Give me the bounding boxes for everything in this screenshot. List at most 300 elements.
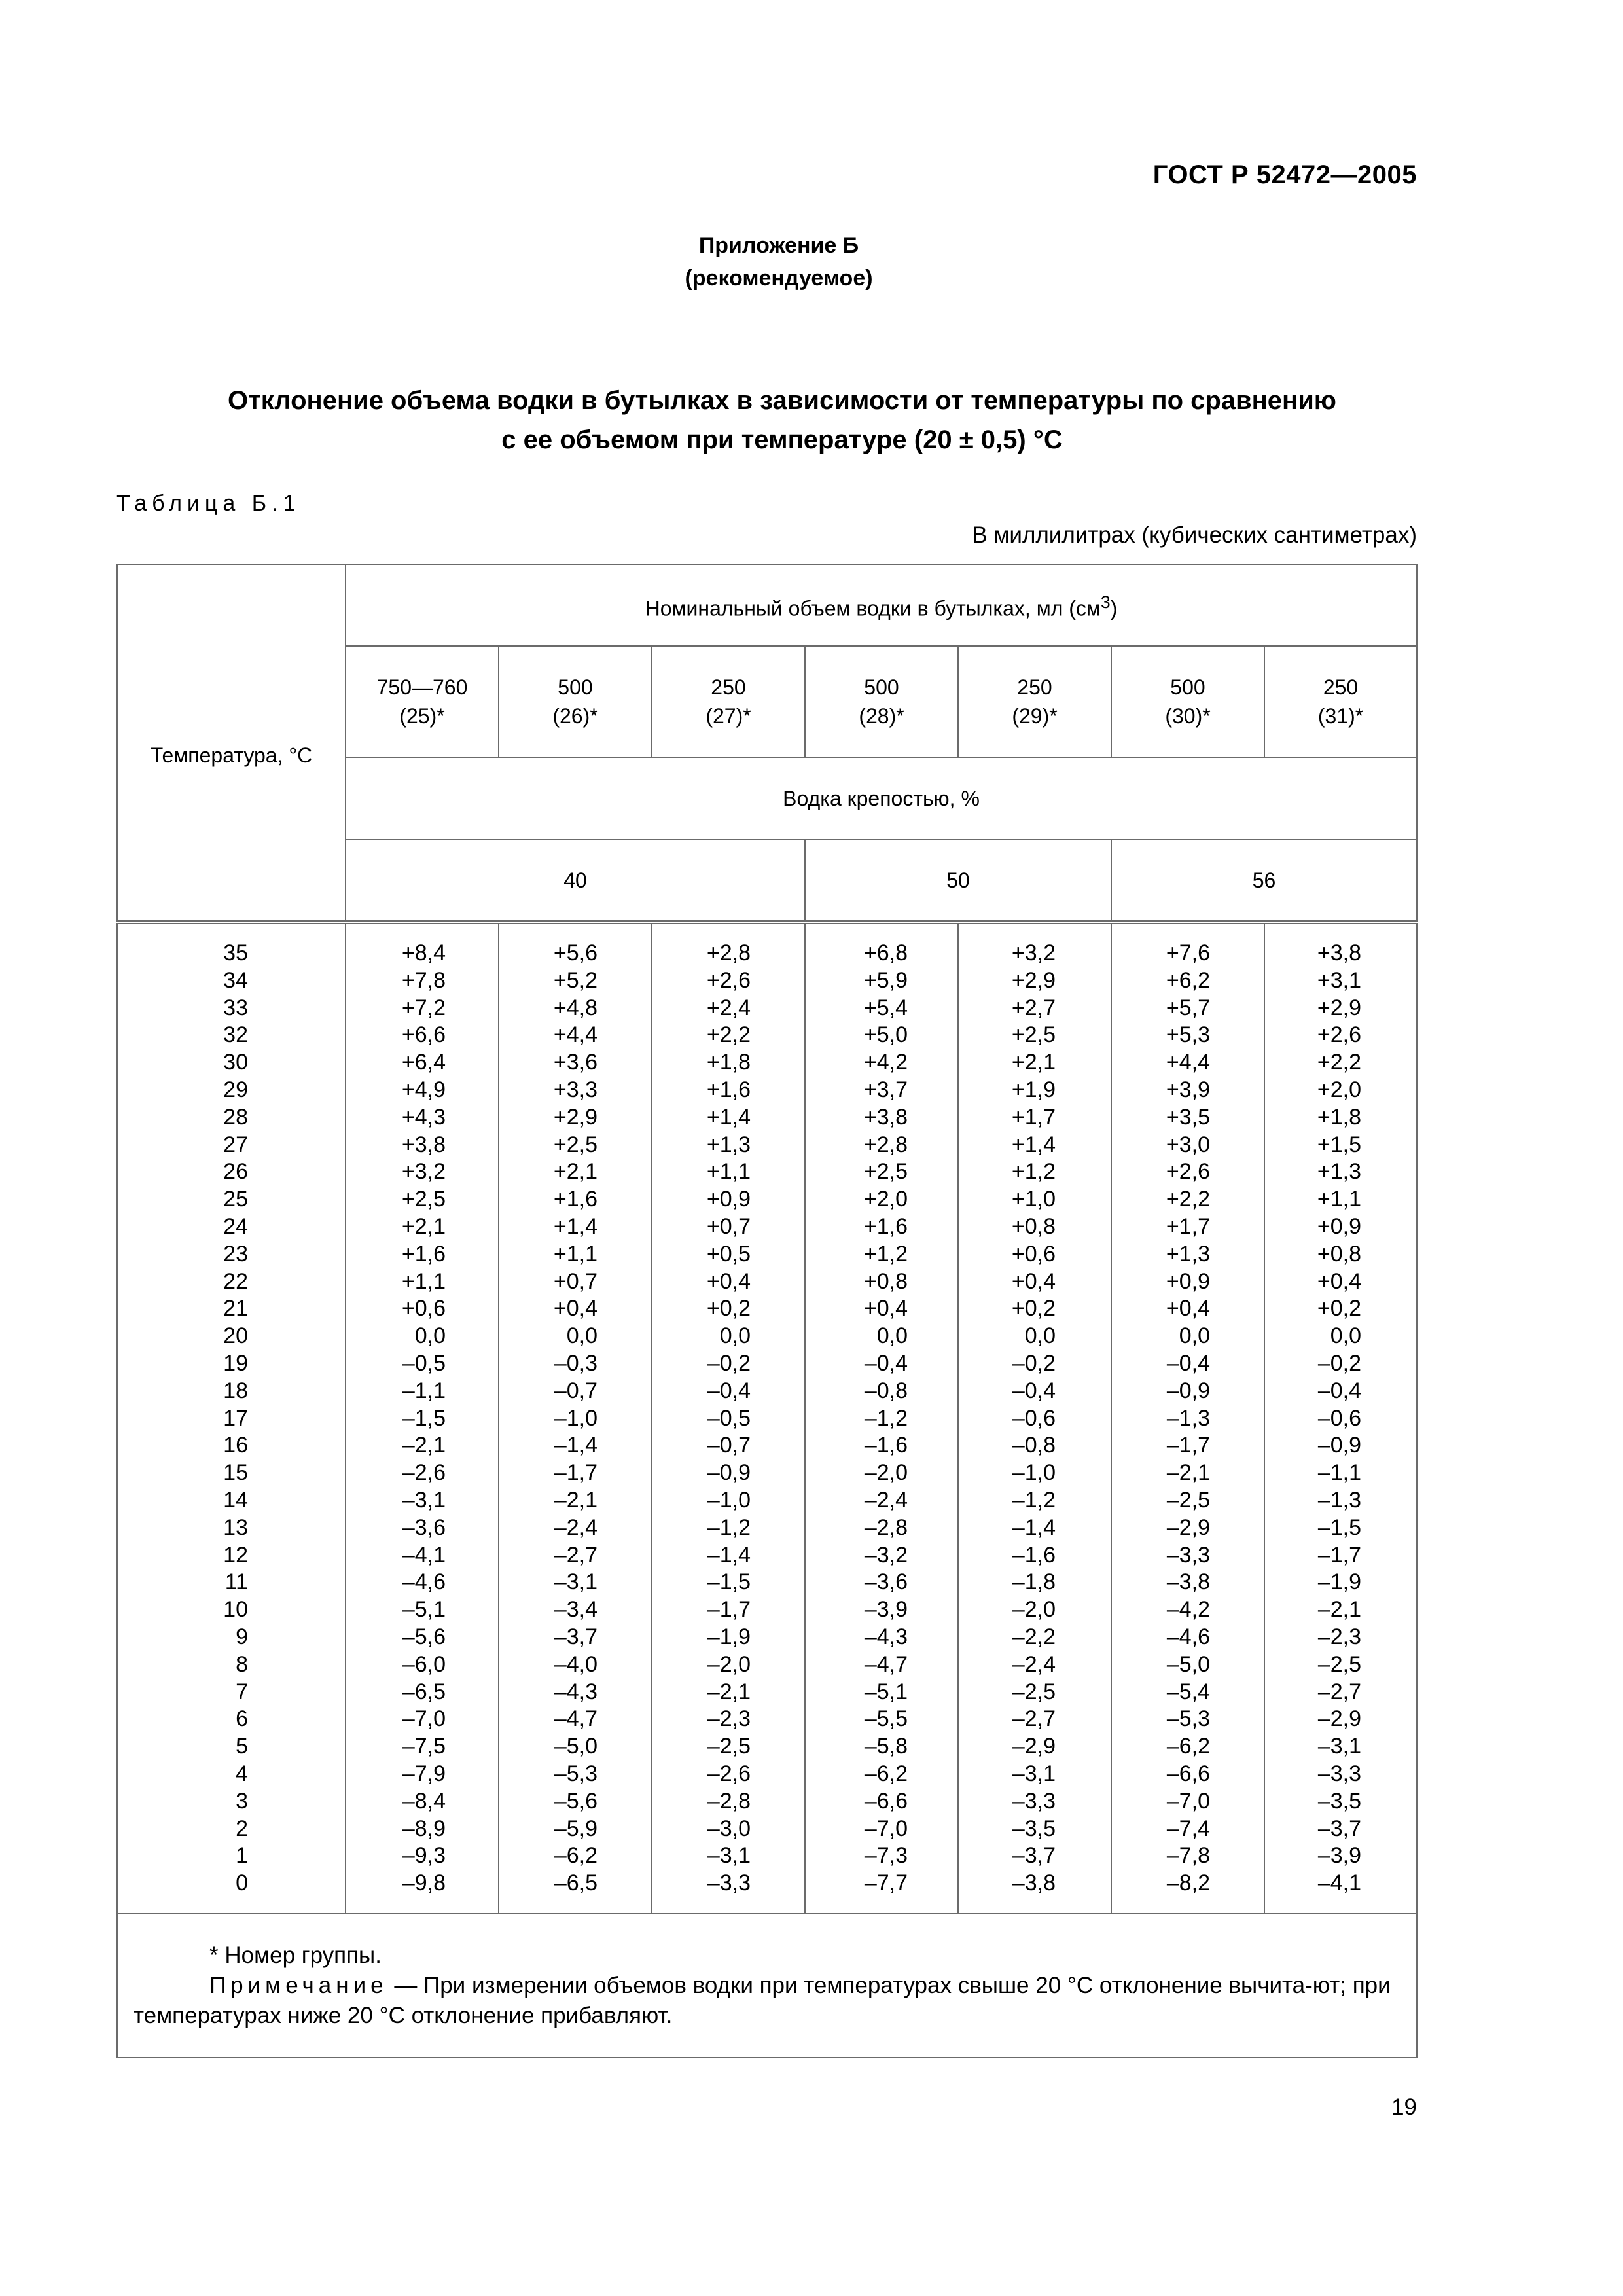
table-cell: 0,0 <box>414 1323 446 1349</box>
table-cell: –3,5 <box>1012 1816 1056 1841</box>
table-cell: +1,1 <box>401 1268 446 1294</box>
table-cell: +2,8 <box>706 941 751 965</box>
table-cell: –3,1 <box>1317 1734 1362 1759</box>
table-cell: –5,9 <box>554 1816 597 1841</box>
table-cell: +0,4 <box>706 1268 751 1294</box>
strength-40: 40 <box>346 840 805 922</box>
table-cell: –2,7 <box>1317 1679 1362 1704</box>
table-cell: 22 <box>223 1268 248 1294</box>
table-cell: –5,0 <box>554 1734 597 1759</box>
table-cell: +2,5 <box>401 1187 446 1212</box>
table-cell: –0,4 <box>1166 1350 1210 1376</box>
table-cell: +0,2 <box>706 1296 751 1321</box>
table-cell: 0,0 <box>719 1323 751 1349</box>
table-cell: 30 <box>223 1050 248 1075</box>
table-cell: +2,6 <box>1166 1159 1210 1185</box>
table-cell: –1,7 <box>707 1597 751 1623</box>
table-cell: +0,8 <box>1011 1213 1056 1239</box>
table-cell: –1,5 <box>402 1405 446 1431</box>
table-cell: 5 <box>236 1734 248 1759</box>
table-notes <box>117 1914 1417 2058</box>
table-cell: +3,5 <box>1166 1104 1210 1130</box>
unit-note: В миллилитрах (кубических сантиметрах) <box>972 522 1417 548</box>
column-header: 500 (26)* <box>499 646 652 757</box>
table-cell: –3,5 <box>1317 1788 1362 1814</box>
table-cell: –2,0 <box>1012 1597 1056 1623</box>
table-cell: +1,6 <box>553 1187 597 1212</box>
table-cell: –5,4 <box>1166 1679 1210 1704</box>
table-cell: 0 <box>236 1871 248 1896</box>
table-cell: +1,4 <box>706 1104 751 1130</box>
table-cell: +0,9 <box>706 1187 751 1212</box>
table-cell: 0,0 <box>1024 1323 1056 1349</box>
table-cell: –6,6 <box>864 1788 908 1814</box>
table-cell: +5,3 <box>1166 1022 1210 1048</box>
table-cell: +6,4 <box>401 1050 446 1075</box>
table-cell: –1,4 <box>554 1433 597 1458</box>
table-cell: 10 <box>223 1597 248 1623</box>
table-cell: 19 <box>223 1350 248 1376</box>
table-cell: –1,5 <box>1317 1515 1362 1540</box>
table-cell: 6 <box>236 1706 248 1732</box>
table-cell: +1,3 <box>706 1132 751 1157</box>
table-cell: +0,5 <box>706 1241 751 1266</box>
table-cell: 12 <box>223 1542 248 1568</box>
table-cell: 15 <box>223 1460 248 1486</box>
column-header: 250 (31)* <box>1264 646 1417 757</box>
table-cell: –1,7 <box>1317 1542 1362 1568</box>
table-cell: –1,2 <box>864 1405 908 1431</box>
table-cell: +2,9 <box>1317 995 1362 1020</box>
table-cell: –8,9 <box>402 1816 446 1841</box>
table-cell: –2,0 <box>707 1651 751 1677</box>
table-cell: –1,0 <box>707 1487 751 1513</box>
table-cell: +7,6 <box>1166 941 1210 965</box>
appendix-status: (рекомендуемое) <box>685 266 873 291</box>
table-cell: +3,2 <box>1011 941 1056 965</box>
table-cell: +1,4 <box>1011 1132 1056 1157</box>
table-cell: +1,2 <box>1011 1159 1056 1185</box>
table-cell: 28 <box>223 1104 248 1130</box>
table-cell: +2,2 <box>1166 1187 1210 1212</box>
table-cell: +3,9 <box>1166 1077 1210 1102</box>
table-cell: –0,7 <box>707 1433 751 1458</box>
table-cell: –3,1 <box>554 1570 597 1595</box>
table-cell: –1,6 <box>864 1433 908 1458</box>
table-cell: –7,0 <box>402 1706 446 1732</box>
table-cell: 23 <box>223 1241 248 1266</box>
table-cell: –3,6 <box>402 1515 446 1540</box>
table-cell: –2,6 <box>402 1460 446 1486</box>
table-cell: –3,3 <box>1166 1542 1210 1568</box>
table-cell: 0,0 <box>1179 1323 1210 1349</box>
table-cell: –1,1 <box>402 1378 446 1403</box>
table-cell: –9,3 <box>402 1843 446 1869</box>
table-cell: 29 <box>223 1077 248 1102</box>
table-cell: +0,4 <box>1317 1268 1362 1294</box>
table-cell: +1,5 <box>1317 1132 1362 1157</box>
table-cell: –0,4 <box>707 1378 751 1403</box>
table-cell: –7,0 <box>864 1816 908 1841</box>
table-cell: –0,9 <box>707 1460 751 1486</box>
table-cell: –4,6 <box>402 1570 446 1595</box>
table-cell: +5,9 <box>863 967 908 993</box>
table-cell: 2 <box>236 1816 248 1841</box>
appendix-heading <box>0 229 1558 295</box>
table-cell: –1,3 <box>1317 1487 1362 1513</box>
table-cell: +1,6 <box>706 1077 751 1102</box>
column-header: 250 (29)* <box>958 646 1111 757</box>
table-cell: +1,0 <box>1011 1187 1056 1212</box>
note <box>134 1971 1403 2031</box>
table-cell: –3,4 <box>554 1597 597 1623</box>
volume-header: Номинальный объем водки в бутылках, мл $(см^3)$ <box>346 565 1417 646</box>
table-cell: +0,8 <box>863 1268 908 1294</box>
table-cell: +3,0 <box>1166 1132 1210 1157</box>
footnote: * Номер группы. <box>209 1942 382 1968</box>
temperature-column <box>117 922 346 1914</box>
strength-header: Водка крепостью, % <box>346 757 1417 840</box>
table-cell: –1,2 <box>1012 1487 1056 1513</box>
table-cell: –3,3 <box>1012 1788 1056 1814</box>
table-cell: +2,4 <box>706 995 751 1020</box>
table-cell: +0,6 <box>1011 1241 1056 1266</box>
table-cell: –5,1 <box>402 1597 446 1623</box>
table-cell: –2,1 <box>402 1433 446 1458</box>
table-cell: +0,7 <box>706 1213 751 1239</box>
table-cell: 1 <box>236 1843 248 1869</box>
table-cell: –2,7 <box>1012 1706 1056 1732</box>
table-cell: –3,0 <box>707 1816 751 1841</box>
table-cell: 26 <box>223 1159 248 1185</box>
table-cell: +4,8 <box>553 995 597 1020</box>
table-cell: –0,6 <box>1012 1405 1056 1431</box>
table-cell: –3,2 <box>864 1542 908 1568</box>
temperature-header: Температура, °С <box>117 565 346 922</box>
table-cell: –2,5 <box>1317 1651 1362 1677</box>
table-cell: –2,0 <box>864 1460 908 1486</box>
table-cell: 34 <box>223 967 248 993</box>
table-cell: –4,1 <box>402 1542 446 1568</box>
table-cell: –2,2 <box>1012 1624 1056 1649</box>
table-cell: 24 <box>223 1213 248 1239</box>
table-cell: +2,7 <box>1011 995 1056 1020</box>
table-cell: –0,4 <box>1012 1378 1056 1403</box>
table-cell: –4,7 <box>864 1651 908 1677</box>
table-cell: 18 <box>223 1378 248 1403</box>
table-cell: –5,3 <box>1166 1706 1210 1732</box>
table-cell: –3,8 <box>1012 1871 1056 1896</box>
table-cell: –0,8 <box>864 1378 908 1403</box>
table-cell: –2,3 <box>1317 1624 1362 1649</box>
title-line-2: с ее объемом при температуре (20 ± 0,5) °С <box>501 425 1063 454</box>
table-cell: +4,4 <box>1166 1050 1210 1075</box>
table-cell: +1,3 <box>1317 1159 1362 1185</box>
table-cell: –2,5 <box>1012 1679 1056 1704</box>
table-cell: –2,5 <box>707 1734 751 1759</box>
table-cell: –2,1 <box>1317 1597 1362 1623</box>
table-cell: –1,8 <box>1012 1570 1056 1595</box>
table-cell: –3,1 <box>402 1487 446 1513</box>
appendix-title: Приложение Б <box>698 233 859 258</box>
values-column <box>652 922 805 1914</box>
table-cell: –3,6 <box>864 1570 908 1595</box>
table-cell: –6,2 <box>554 1843 597 1869</box>
table-cell: –0,7 <box>554 1378 597 1403</box>
table-cell: +5,4 <box>863 995 908 1020</box>
table-cell: –6,5 <box>402 1679 446 1704</box>
table-cell: 32 <box>223 1022 248 1048</box>
table-cell: –1,0 <box>1012 1460 1056 1486</box>
table-cell: +1,4 <box>553 1213 597 1239</box>
table-cell: –2,9 <box>1012 1734 1056 1759</box>
table-cell: +4,3 <box>401 1104 446 1130</box>
table-cell: +1,7 <box>1166 1213 1210 1239</box>
table-cell: –1,1 <box>1317 1460 1362 1486</box>
table-cell: –4,0 <box>554 1651 597 1677</box>
table-cell: –8,2 <box>1166 1871 1210 1896</box>
table-cell: –3,3 <box>1317 1761 1362 1786</box>
table-cell: –6,2 <box>864 1761 908 1786</box>
table-cell: +3,8 <box>863 1104 908 1130</box>
table-cell: 0,0 <box>876 1323 908 1349</box>
table-cell: –2,4 <box>1012 1651 1056 1677</box>
table-cell: –1,6 <box>1012 1542 1056 1568</box>
table-cell: +0,8 <box>1317 1241 1362 1266</box>
table-cell: –7,5 <box>402 1734 446 1759</box>
table-cell: +0,4 <box>1166 1296 1210 1321</box>
table-cell: –5,0 <box>1166 1651 1210 1677</box>
strength-56: 56 <box>1111 840 1417 922</box>
table-cell: –1,4 <box>707 1542 751 1568</box>
table-cell: +6,2 <box>1166 967 1210 993</box>
table-cell: –7,3 <box>864 1843 908 1869</box>
table-cell: +6,6 <box>401 1022 446 1048</box>
table-cell: –2,3 <box>707 1706 751 1732</box>
table-cell: 25 <box>223 1187 248 1212</box>
table-cell: +1,9 <box>1011 1077 1056 1102</box>
table-cell: +2,9 <box>1011 967 1056 993</box>
table-cell: +4,2 <box>863 1050 908 1075</box>
table-cell: –7,9 <box>402 1761 446 1786</box>
table-cell: –2,8 <box>707 1788 751 1814</box>
table-cell: –3,9 <box>1317 1843 1362 1869</box>
table-cell: –2,9 <box>1317 1706 1362 1732</box>
values-column <box>499 922 652 1914</box>
table-cell: +1,1 <box>1317 1187 1362 1212</box>
table-cell: 9 <box>236 1624 248 1649</box>
table-cell: 13 <box>223 1515 248 1540</box>
table-cell: –1,2 <box>707 1515 751 1540</box>
table-cell: +3,8 <box>1317 941 1362 965</box>
table-cell: –0,8 <box>1012 1433 1056 1458</box>
table-cell: +0,6 <box>401 1296 446 1321</box>
table-cell: –4,1 <box>1317 1871 1362 1896</box>
table-cell: –4,6 <box>1166 1624 1210 1649</box>
table-cell: 27 <box>223 1132 248 1157</box>
table-cell: +2,2 <box>706 1022 751 1048</box>
table-cell: +5,6 <box>553 941 597 965</box>
table-cell: –2,6 <box>707 1761 751 1786</box>
table-label: Таблица Б.1 <box>116 491 301 516</box>
values-column <box>1264 922 1417 1914</box>
table-cell: 33 <box>223 995 248 1020</box>
table-cell: –3,9 <box>864 1597 908 1623</box>
table-cell: –3,1 <box>1012 1761 1056 1786</box>
table-cell: +3,7 <box>863 1077 908 1102</box>
table-cell: +0,4 <box>553 1296 597 1321</box>
table-cell: +3,3 <box>553 1077 597 1102</box>
table-cell: 14 <box>223 1487 248 1513</box>
table-cell: +2,2 <box>1317 1050 1362 1075</box>
table-cell: –1,5 <box>707 1570 751 1595</box>
table-cell: –3,7 <box>554 1624 597 1649</box>
table-cell: +2,1 <box>553 1159 597 1185</box>
table-cell: +0,2 <box>1011 1296 1056 1321</box>
table-cell: –3,1 <box>707 1843 751 1869</box>
table-cell: +0,7 <box>553 1268 597 1294</box>
table-cell: +1,2 <box>863 1241 908 1266</box>
document-title <box>0 381 1564 459</box>
table-cell: –2,9 <box>1166 1515 1210 1540</box>
table-cell: –6,2 <box>1166 1734 1210 1759</box>
table-cell: –2,4 <box>554 1515 597 1540</box>
table-cell: –6,5 <box>554 1871 597 1896</box>
table-cell: –7,4 <box>1166 1816 1210 1841</box>
table-cell: +3,1 <box>1317 967 1362 993</box>
table-cell: +1,6 <box>863 1213 908 1239</box>
table-cell: +3,2 <box>401 1159 446 1185</box>
table-cell: –5,3 <box>554 1761 597 1786</box>
table-cell: +2,5 <box>1011 1022 1056 1048</box>
table-cell: 21 <box>223 1296 248 1321</box>
table-cell: –3,7 <box>1012 1843 1056 1869</box>
table-cell: –0,2 <box>1317 1350 1362 1376</box>
table-cell: +5,0 <box>863 1022 908 1048</box>
table-cell: –7,0 <box>1166 1788 1210 1814</box>
table-cell: –3,7 <box>1317 1816 1362 1841</box>
table-cell: –0,2 <box>1012 1350 1056 1376</box>
table-cell: +2,8 <box>863 1132 908 1157</box>
table-cell: 8 <box>236 1651 248 1677</box>
table-cell: +8,4 <box>401 941 446 965</box>
table-cell: +2,5 <box>863 1159 908 1185</box>
table-cell: 7 <box>236 1679 248 1704</box>
table-cell: –9,8 <box>402 1871 446 1896</box>
table-cell: +4,4 <box>553 1022 597 1048</box>
table-cell: 4 <box>236 1761 248 1786</box>
table-cell: +1,6 <box>401 1241 446 1266</box>
table-cell: –2,8 <box>864 1515 908 1540</box>
column-header: 250 (27)* <box>652 646 805 757</box>
standard-code: ГОСТ Р 52472—2005 <box>1152 160 1417 189</box>
table-cell: –0,9 <box>1166 1378 1210 1403</box>
note-label: Примечание <box>209 1972 388 1998</box>
table-cell: –2,1 <box>1166 1460 1210 1486</box>
table-cell: +5,2 <box>553 967 597 993</box>
table-cell: +5,7 <box>1166 995 1210 1020</box>
table-cell: –0,5 <box>402 1350 446 1376</box>
table-cell: –6,0 <box>402 1651 446 1677</box>
table-cell: 20 <box>223 1323 248 1349</box>
table-cell: –2,1 <box>707 1679 751 1704</box>
table-cell: +2,1 <box>1011 1050 1056 1075</box>
column-header: 500 (30)* <box>1111 646 1264 757</box>
table-cell: –0,3 <box>554 1350 597 1376</box>
table-cell: +0,9 <box>1166 1268 1210 1294</box>
table-cell: –4,7 <box>554 1706 597 1732</box>
table-cell: –0,4 <box>864 1350 908 1376</box>
table-cell: +7,8 <box>401 967 446 993</box>
table-cell: +1,1 <box>706 1159 751 1185</box>
table-cell: –4,3 <box>864 1624 908 1649</box>
table-cell: –2,7 <box>554 1542 597 1568</box>
table-cell: –0,9 <box>1317 1433 1362 1458</box>
table-cell: +2,1 <box>401 1213 446 1239</box>
values-column <box>346 922 499 1914</box>
table-cell: –5,6 <box>402 1624 446 1649</box>
table-cell: +2,6 <box>706 967 751 993</box>
table-cell: –2,5 <box>1166 1487 1210 1513</box>
table-cell: +2,9 <box>553 1104 597 1130</box>
table-cell: –5,8 <box>864 1734 908 1759</box>
table-cell: –2,1 <box>554 1487 597 1513</box>
values-column <box>1111 922 1264 1914</box>
table-cell: +0,4 <box>1011 1268 1056 1294</box>
table-cell: +3,6 <box>553 1050 597 1075</box>
column-header: 750—760 (25)* <box>346 646 499 757</box>
table-cell: +2,0 <box>863 1187 908 1212</box>
table-cell: –4,2 <box>1166 1597 1210 1623</box>
table-cell: –0,2 <box>707 1350 751 1376</box>
table-cell: +7,2 <box>401 995 446 1020</box>
table-cell: +3,8 <box>401 1132 446 1157</box>
table-cell: –5,1 <box>864 1679 908 1704</box>
table-cell: +1,8 <box>706 1050 751 1075</box>
strength-50: 50 <box>805 840 1111 922</box>
table-cell: –5,5 <box>864 1706 908 1732</box>
table-cell: –3,3 <box>707 1871 751 1896</box>
table-cell: 35 <box>223 941 248 965</box>
values-column <box>805 922 958 1914</box>
table-cell: 3 <box>236 1788 248 1814</box>
table-cell: +0,2 <box>1317 1296 1362 1321</box>
table-cell: –7,8 <box>1166 1843 1210 1869</box>
table-cell: 11 <box>224 1570 248 1595</box>
table-cell: –4,3 <box>554 1679 597 1704</box>
table-cell: –1,9 <box>707 1624 751 1649</box>
table-cell: +4,9 <box>401 1077 446 1102</box>
table-cell: 0,0 <box>1330 1323 1362 1349</box>
note-text: — При измерении объемов водки при температурах свыше 20 °С отклонение вычита-ют; при температурах ниже 20 °С отклонение прибавляют. <box>134 1972 1391 2028</box>
table-cell: –8,4 <box>402 1788 446 1814</box>
table-cell: –1,3 <box>1166 1405 1210 1431</box>
values-column <box>958 922 1111 1914</box>
deviation-table <box>116 564 1418 2058</box>
table-cell: +1,8 <box>1317 1104 1362 1130</box>
title-line-1: Отклонение объема водки в бутылках в зависимости от температуры по сравнению <box>228 386 1336 415</box>
table-cell: +1,3 <box>1166 1241 1210 1266</box>
table-cell: +0,9 <box>1317 1213 1362 1239</box>
table-cell: –0,4 <box>1317 1378 1362 1403</box>
table-cell: –1,0 <box>554 1405 597 1431</box>
table-cell: 16 <box>223 1433 248 1458</box>
table-cell: –3,8 <box>1166 1570 1210 1595</box>
table-cell: –0,5 <box>707 1405 751 1431</box>
table-cell: 0,0 <box>566 1323 597 1349</box>
table-cell: 17 <box>223 1405 248 1431</box>
table-cell: +1,7 <box>1011 1104 1056 1130</box>
